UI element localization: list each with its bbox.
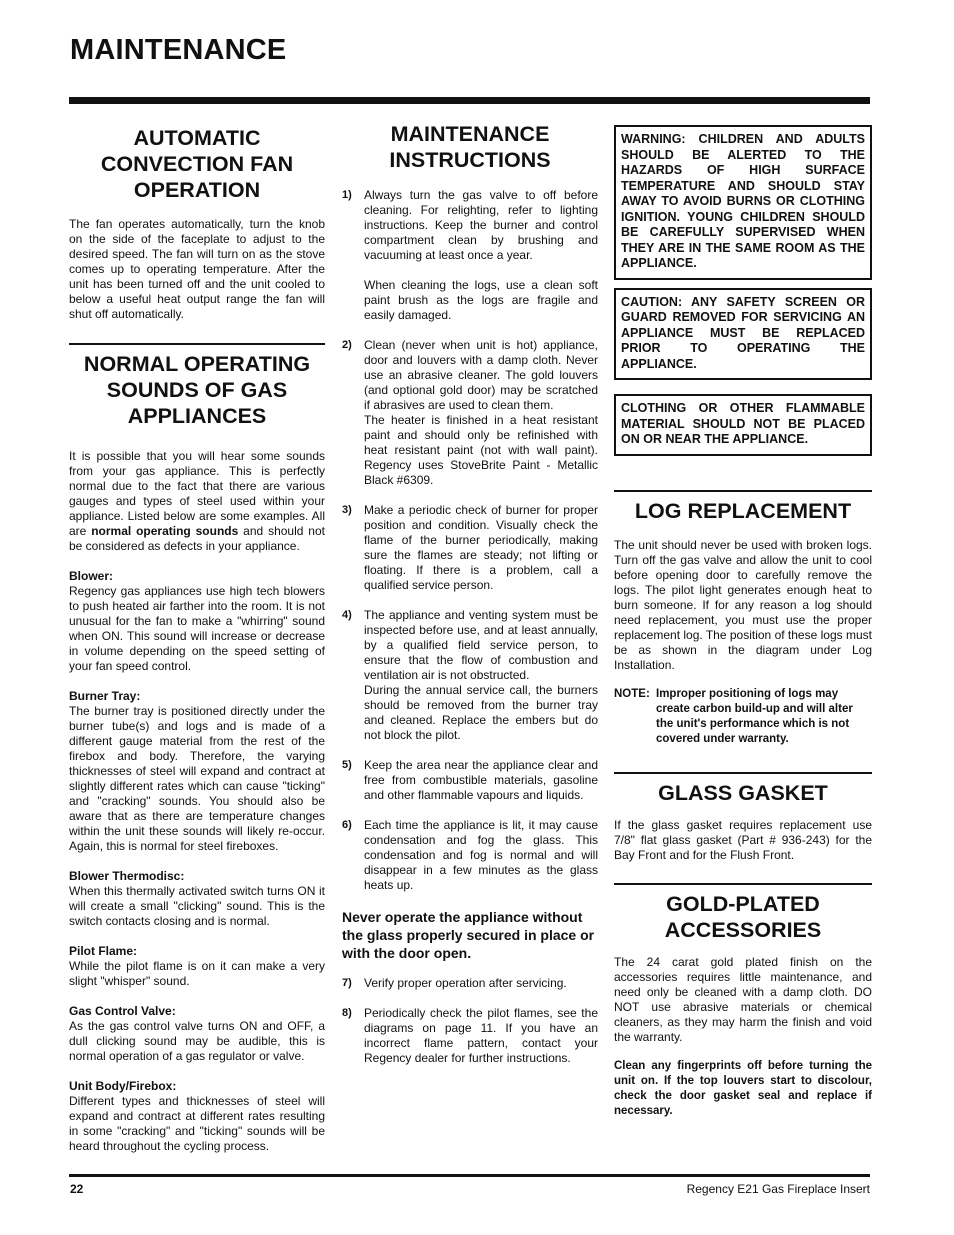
log-replacement-text: The unit should never be used with broken logs. Turn off the gas valve and allow the unit to cool before opening door to carefully remove the logs. The pilot light generates enough heat to burn someone. If for any reason a log should need replacement, you must use the proper replacement log. The position of these logs must be as shown in the diagram under Log Installation. bbox=[614, 537, 872, 672]
gold-title-line-1: GOLD-PLATED bbox=[666, 891, 820, 916]
item-number: 6) bbox=[342, 819, 352, 831]
thermodisc-heading: Blower Thermodisc: bbox=[69, 869, 185, 883]
gas-valve-heading: Gas Control Valve: bbox=[69, 1004, 176, 1018]
sounds-title-line-1: NORMAL OPERATING bbox=[83, 352, 311, 376]
item-text: Verify proper operation after servicing. bbox=[364, 976, 567, 990]
item-text: Always turn the gas valve to off before cleaning. For relighting, refer to lighting instructions. Keep the burner and control compartment clean by brushing and vacuuming at least once a year. bbox=[364, 188, 598, 262]
fan-text: The fan operates automatically, turn the knob on the side of the faceplate to adjust to the desired speed. The fan will turn on as the stove comes up to operating temperature. After the unit has been turned off and the unit cooled to below a useful heat output range the fan will shut off automatically. bbox=[69, 217, 325, 321]
item-text: Keep the area near the appliance clear and free from combustible materials, gasoline and other flammable vapours and liquids. bbox=[364, 758, 598, 802]
unit-body-heading: Unit Body/Firebox: bbox=[69, 1079, 177, 1093]
page-number: 22 bbox=[70, 1182, 84, 1196]
item-extra-text: The heater is finished in a heat resistant paint and should only be refinished with heat resistant paint (not with wall paint). Regency uses StoveBrite Paint - Metallic Black #6309. bbox=[364, 413, 598, 487]
page-title: MAINTENANCE bbox=[70, 34, 287, 66]
footer-rule bbox=[69, 1174, 870, 1177]
list-item bbox=[342, 188, 598, 323]
burner-tray-heading: Burner Tray: bbox=[69, 689, 141, 703]
gold-plated-bold-note: Clean any fingerprints off before turning the unit on. If the top louvers start to discolour, check the door gasket seal and replace if necessary. bbox=[614, 1059, 872, 1117]
item-text: Periodically check the pilot flames, see the diagrams on page 11. If you have an incorrect flame pattern, contact your Regency dealer for further instructions. bbox=[364, 1006, 598, 1065]
blower-heading: Blower: bbox=[69, 569, 114, 583]
item-extra-text: During the annual service call, the burners should be removed from the burner tray and cleaned. Replace the embers but do not block the pilot. bbox=[364, 683, 598, 742]
sounds-intro bbox=[69, 449, 325, 554]
glass-gasket-title: GLASS GASKET bbox=[658, 780, 828, 805]
item-number: 4) bbox=[342, 609, 352, 621]
column-right bbox=[614, 110, 872, 1119]
thermodisc-text: When this thermally activated switch turns ON it will create a small "clicking" sound. This is the switch contacts closing and is normal. bbox=[69, 884, 325, 928]
caution-box: CAUTION: ANY SAFETY SCREEN OR GUARD REMOVED FOR SERVICING AN APPLIANCE MUST BE REPLACED PRIOR TO OPERATING THE APPLIANCE. bbox=[614, 288, 872, 381]
log-replacement-title: LOG REPLACEMENT bbox=[634, 498, 852, 523]
burner-tray-text: The burner tray is positioned directly under the burner tube(s) and logs and is made of a different gauge material from the rest of the firebox and body. Therefore, the varying thicknesses of steel will expand and contract at slightly different rates which can cause "ticking" and "cracking" sounds. You should also be aware that as there are temperature changes within the unit these sounds will likely re-occur. Again, this is normal for steel fireboxes. bbox=[69, 704, 325, 853]
instruction-list-continued bbox=[342, 976, 598, 1066]
warning-box: WARNING: CHILDREN AND ADULTS SHOULD BE ALERTED TO THE HAZARDS OF HIGH SURFACE TEMPERATURE AND SHOULD STAY AWAY TO AVOID BURNS OR CLOTHING IGNITION. YOUNG CHILDREN SHOULD BE CAREFULLY SUPERVISED WHEN THEY ARE IN THE SAME ROOM AS THE APPLIANCE. bbox=[614, 125, 872, 280]
fan-section-title bbox=[69, 125, 325, 203]
item-text: Clean (never when unit is hot) appliance, door and louvers with a damp cloth. Never use an abrasive cleaner. The gold louvers (and optional gold door) may be scratched if abrasives are used to clean them. bbox=[364, 338, 598, 412]
gold-plated-text: The 24 carat gold plated finish on the accessories requires little maintenance, and need only be cleaned with a damp cloth. DO NOT use abrasive materials or chemical cleaners, as they may harm the finish and void the warranty. bbox=[614, 954, 872, 1044]
list-item bbox=[342, 976, 598, 991]
gold-plated-title bbox=[614, 891, 872, 943]
sounds-intro-bold: normal operating sounds bbox=[91, 524, 239, 538]
item-number: 3) bbox=[342, 504, 352, 516]
list-item bbox=[342, 758, 598, 803]
maintenance-instructions-title bbox=[342, 121, 598, 173]
sounds-title-line-3: APPLIANCES bbox=[127, 404, 267, 428]
footer-product-name: Regency E21 Gas Fireplace Insert bbox=[686, 1182, 870, 1196]
column-left bbox=[69, 110, 325, 1154]
sounds-title-line-2: SOUNDS OF GAS bbox=[106, 378, 288, 402]
section-rule bbox=[69, 343, 325, 345]
header-rule bbox=[69, 97, 870, 104]
section-rule bbox=[614, 490, 872, 492]
unit-body-text: Different types and thicknesses of steel will expand and contract at different rates resulting in some "cracking" and "ticking" sounds will be heard throughout the cycling process. bbox=[69, 1094, 325, 1153]
fan-title-line-1: AUTOMATIC bbox=[133, 126, 261, 150]
glass-gasket-text: If the glass gasket requires replacement use 7/8" flat glass gasket (Part # 936-243) for the Bay Front and for the Flush Front. bbox=[614, 817, 872, 862]
list-item bbox=[342, 503, 598, 593]
log-note bbox=[614, 687, 872, 747]
list-item bbox=[342, 338, 598, 488]
section-rule bbox=[614, 772, 872, 774]
item-text: Each time the appliance is lit, it may cause condensation and fog the glass. This condensation and fog is normal and will disappear in a few minutes as the glass heats up. bbox=[364, 818, 598, 892]
instruction-list bbox=[342, 188, 598, 893]
item-number: 7) bbox=[342, 977, 352, 989]
list-item bbox=[342, 1006, 598, 1066]
gas-valve-text: As the gas control valve turns ON and OFF, a dull clicking sound may be audible, this is normal operation of a gas regulator or valve. bbox=[69, 1019, 325, 1063]
fan-title-line-2: CONVECTION FAN bbox=[100, 152, 294, 176]
clothing-warning-box: CLOTHING OR OTHER FLAMMABLE MATERIAL SHOULD NOT BE PLACED ON OR NEAR THE APPLIANCE. bbox=[614, 394, 872, 456]
list-item bbox=[342, 818, 598, 893]
column-middle bbox=[342, 110, 598, 1066]
note-label: NOTE: bbox=[614, 687, 650, 700]
instructions-title-line-2: INSTRUCTIONS bbox=[389, 148, 551, 172]
sounds-intro-text-end: and should not be considered as defects in your appliance. bbox=[69, 524, 325, 553]
note-text: Improper positioning of logs may create carbon build-up and will alter the unit's performance which is not covered under warranty. bbox=[656, 687, 853, 745]
pilot-flame-heading: Pilot Flame: bbox=[69, 944, 138, 958]
item-extra-text: When cleaning the logs, use a clean soft paint brush as the logs are fragile and easily damaged. bbox=[364, 278, 598, 322]
section-rule bbox=[614, 883, 872, 885]
list-item bbox=[342, 608, 598, 743]
instructions-title-line-1: MAINTENANCE bbox=[390, 122, 550, 146]
fan-title-line-3: OPERATION bbox=[133, 178, 261, 202]
item-number: 2) bbox=[342, 339, 352, 351]
pilot-flame-text: While the pilot flame is on it can make a very slight "whisper" sound. bbox=[69, 959, 325, 988]
sounds-section-title bbox=[69, 351, 325, 429]
glass-warning: Never operate the appliance without the glass properly secured in place or with the door open. bbox=[342, 909, 595, 961]
item-text: The appliance and venting system must be inspected before use, and at least annually, by a qualified field service person, to ensure that the flow of combustion and ventilation air is not obstructed. bbox=[364, 608, 598, 682]
item-text: Make a periodic check of burner for proper position and condition. Visually check the flame of the burner periodically, making sure the flames are steady; not lifting or floating. If there is a problem, call a qualified service person. bbox=[364, 503, 598, 592]
item-number: 1) bbox=[342, 189, 352, 201]
blower-text: Regency gas appliances use high tech blowers to push heated air farther into the room. It is not unusual for the fan to make a "whirring" sound when ON. This sound will increase or decrease in volume depending on the speed setting of your fan speed control. bbox=[69, 584, 325, 673]
gold-title-line-2: ACCESSORIES bbox=[664, 917, 822, 942]
sounds-intro-text: It is possible that you will hear some sounds from your gas appliance. This is perfectly normal due to the fact that there are various gauges and types of steel used within your appliance. Listed below are some examples. All are bbox=[69, 449, 325, 538]
item-number: 5) bbox=[342, 759, 352, 771]
item-number: 8) bbox=[342, 1007, 352, 1019]
